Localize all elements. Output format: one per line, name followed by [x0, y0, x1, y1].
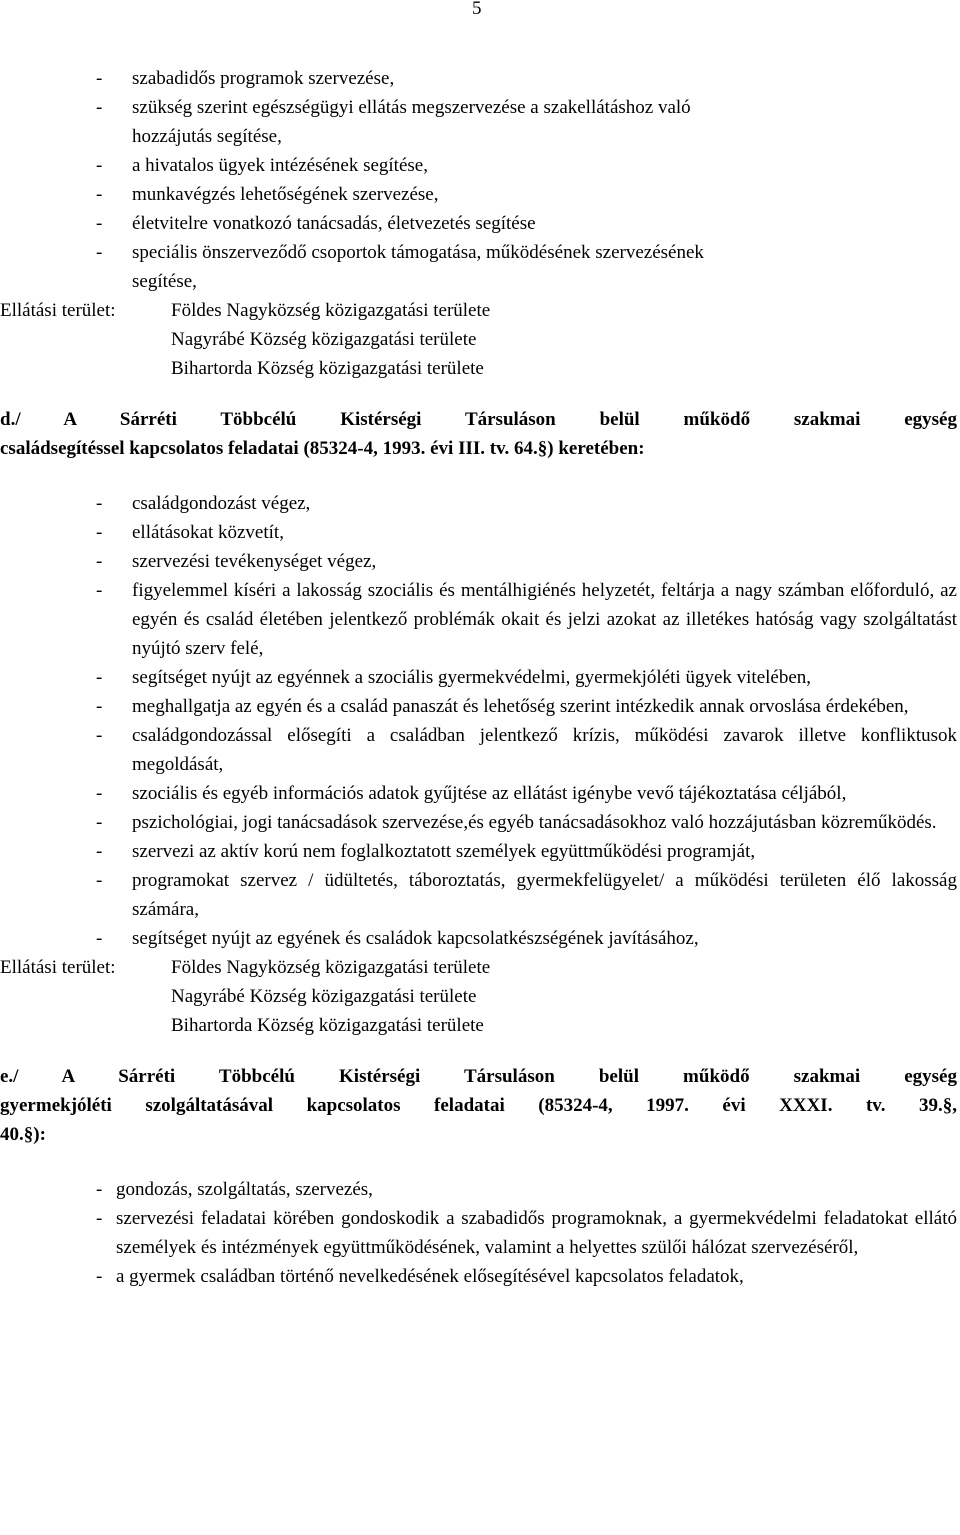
section-heading-e-line3: 40.§):: [0, 1124, 46, 1145]
service-area-line: Földes Nagyközség közigazgatási területe: [171, 957, 491, 978]
section-heading-d-line1: d./ A Sárréti Többcélú Kistérségi Társuláson belül működő szakmai egység: [0, 409, 957, 430]
service-area-line: Nagyrábé Község közigazgatási területe: [171, 329, 477, 350]
list-item: - segítséget nyújt az egyénnek a szociális gyermekvédelmi, gyermekjóléti ügyek vitelében,: [96, 667, 812, 688]
section-d: [0, 405, 957, 463]
list-item: - családgondozást végez,: [96, 493, 311, 514]
section-heading-e-line2: gyermekjóléti szolgáltatásával kapcsolatos feladatai (85324-4, 1997. évi XXXI. tv. 39.§,: [0, 1095, 957, 1116]
section-heading-e-line1: e./ A Sárréti Többcélú Kistérségi Társuláson belül működő szakmai egység: [0, 1066, 957, 1087]
service-area-d: [0, 953, 957, 1040]
list-item: - a hivatalos ügyek intézésének segítése,: [96, 155, 428, 176]
service-area-line: Nagyrábé Község közigazgatási területe: [171, 986, 477, 1007]
list-item: - ellátásokat közvetít,: [96, 522, 284, 543]
list-d: [0, 489, 957, 953]
document-body: [0, 64, 957, 1291]
list-item: - munkavégzés lehetőségének szervezése,: [96, 184, 439, 205]
list-item: - segítséget nyújt az egyének és családok kapcsolatkészségének javításához,: [96, 928, 699, 949]
list-item: - szociális és egyéb információs adatok gyűjtése az ellátást igénybe vevő tájékoztatása céljából,: [96, 783, 847, 804]
list-item: - szükség szerint egészségügyi ellátás megszervezése a szakellátáshoz való hozzájutás segítése,: [96, 97, 691, 147]
service-area-line: Bihartorda Község közigazgatási területe: [171, 1015, 484, 1036]
list-item: - szervezési feladatai körében gondoskodik a szabadidős programoknak, a gyermekvédelmi feladatokat ellátó személyek és intézmények együttműködésének, valamint a helyettes szülői hálózat szervezéséről,: [96, 1208, 957, 1258]
service-area-label: Ellátási terület:: [0, 957, 116, 978]
list-c: [0, 64, 957, 296]
list-item: - pszichológiai, jogi tanácsadások szervezése,és egyéb tanácsadásokhoz való hozzájutásban közreműködés.: [96, 812, 937, 833]
service-area-c: [0, 296, 957, 383]
list-item: - szabadidős programok szervezése,: [96, 68, 395, 89]
section-heading-d-line2: családsegítéssel kapcsolatos feladatai (85324-4, 1993. évi III. tv. 64.§) keretében:: [0, 438, 645, 459]
list-item: - szervezési tevékenységet végez,: [96, 551, 377, 572]
list-item: - programokat szervez / üdültetés, táboroztatás, gyermekfelügyelet/ a működési területen élő lakosság számára,: [96, 870, 957, 920]
service-area-line: Földes Nagyközség közigazgatási területe: [171, 300, 491, 321]
service-area-line: Bihartorda Község közigazgatási területe: [171, 358, 484, 379]
service-area-label: Ellátási terület:: [0, 300, 116, 321]
list-item: - szervezi az aktív korú nem foglalkoztatott személyek együttműködési programját,: [96, 841, 756, 862]
list-item: - életvitelre vonatkozó tanácsadás, életvezetés segítése: [96, 213, 536, 234]
list-item: - gondozás, szolgáltatás, szervezés,: [96, 1179, 373, 1200]
list-e: [0, 1175, 957, 1291]
list-item: - meghallgatja az egyén és a család panaszát és lehetőség szerint intézkedik annak orvoslása érdekében,: [96, 696, 909, 717]
page-number: 5: [472, 0, 482, 19]
list-item: - speciális önszerveződő csoportok támogatása, működésének szervezésének segítése,: [96, 242, 704, 292]
list-item: - a gyermek családban történő nevelkedésének elősegítésével kapcsolatos feladatok,: [96, 1266, 744, 1287]
section-e: [0, 1062, 957, 1149]
list-item: - figyelemmel kíséri a lakosság szociális és mentálhigiénés helyzetét, feltárja a nagy számban előforduló, az egyén és család életében jelentkező problémák okait és jelzi azokat az illetékes hatóság vagy szolgáltatást nyújtó szerv felé,: [96, 580, 957, 659]
list-item: - családgondozással elősegíti a családban jelentkező krízis, működési zavarok illetve konfliktusok megoldását,: [96, 725, 957, 775]
